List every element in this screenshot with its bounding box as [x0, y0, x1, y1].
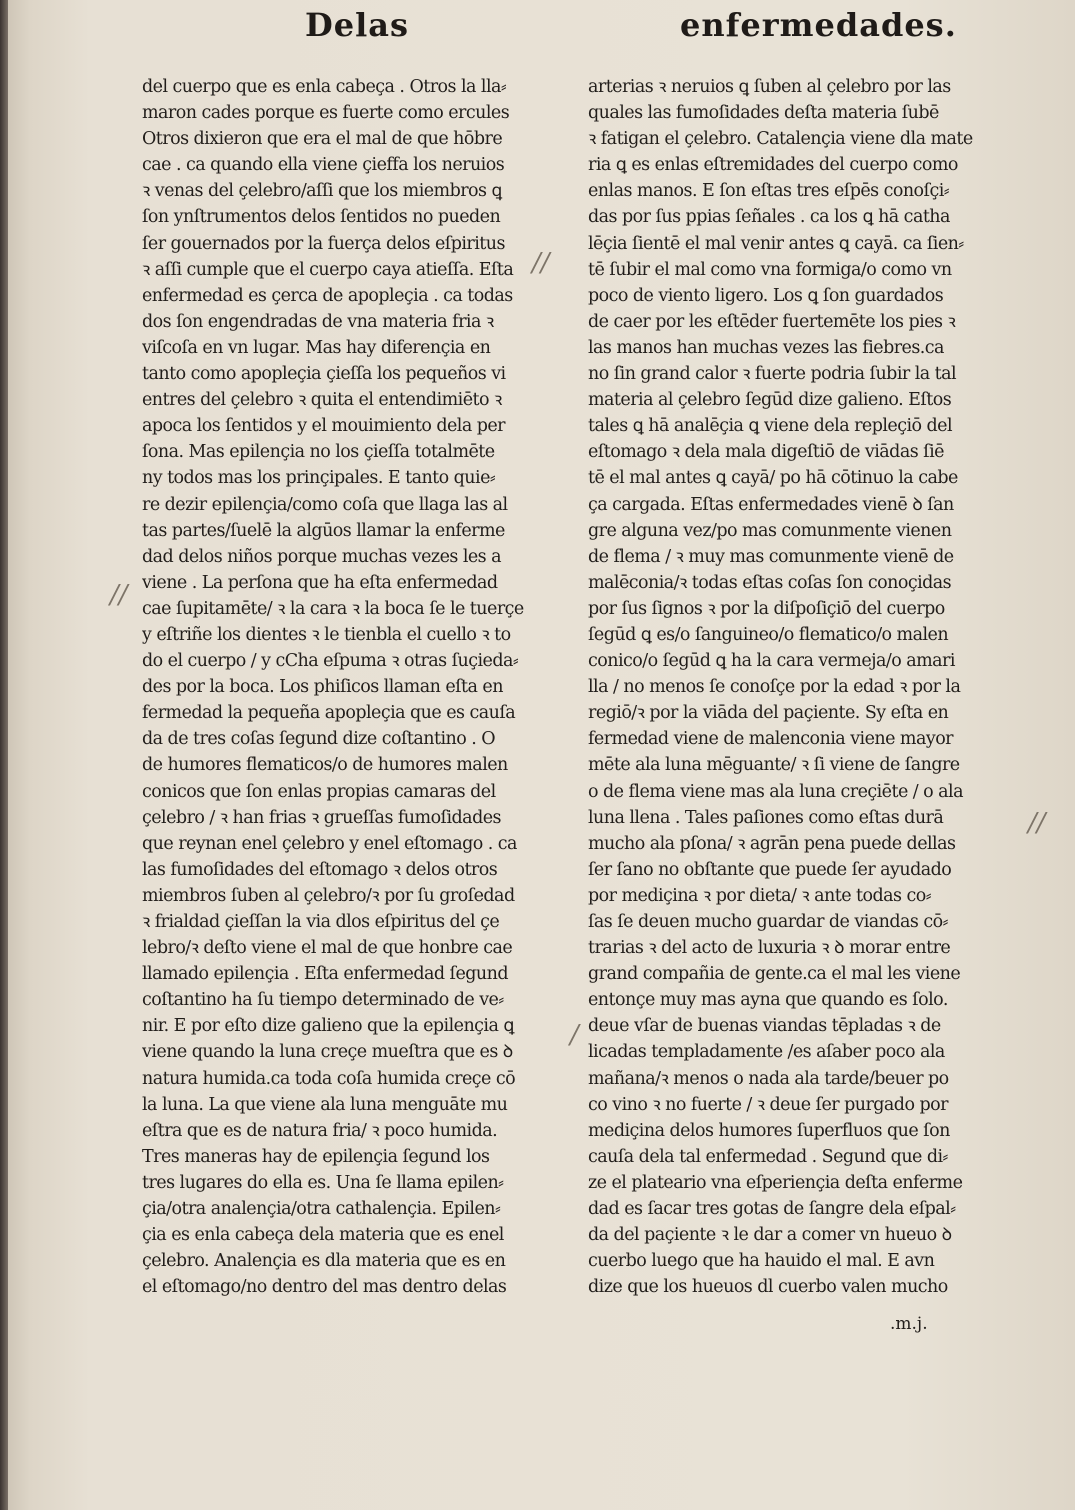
text-line: enlas manos. E ſon eſtas tres eſpēs conoſçi⸗ [588, 181, 950, 202]
text-line: ꝛ fatigan el çelebro. Catalençia viene dla mate [588, 129, 973, 150]
text-line: ſegūd ꝗ es/o ſanguineo/o flematico/o malen [588, 624, 949, 645]
text-line: materia al çelebro ſegūd dize galieno. Eſtos [588, 390, 952, 411]
text-line: do el cuerpo / y cCha eſpuma ꝛ otras ſuçieda⸗ [142, 651, 519, 672]
text-line: da de tres coſas ſegund dize coſtantino . O [142, 729, 496, 750]
text-line: coſtantino ha ſu tiempo determinado de ve⸗ [142, 990, 504, 1011]
text-line: çia/otra analençia/otra cathalençia. Epilen⸗ [142, 1199, 501, 1220]
margin-mark: // [1028, 808, 1046, 838]
text-line: licadas templadamente /es aſaber poco ala [588, 1042, 945, 1063]
text-line: mēte ala luna mēguante/ ꝛ ſi viene de ſangre [588, 755, 960, 776]
text-line: por ſus ſignos ꝛ por la diſpoſiçiō del cuerpo [588, 598, 945, 619]
text-line: çelebro. Analençia es dla materia que es en [142, 1251, 506, 1272]
signature-mark: .m.j. [890, 1314, 928, 1334]
text-line: ꝛ aſſi cumple que el cuerpo caya atieſſa. Eſta [142, 259, 514, 280]
text-line: mucho ala pſona/ ꝛ agrān pena puede dellas [588, 833, 956, 854]
text-line: entonçe muy mas ayna que quando es ſolo. [588, 990, 948, 1011]
text-line: de caer por les eſtēder fuertemēte los pies ꝛ [588, 311, 956, 332]
text-line: nir. E por eſto dize galieno que la epilençia ꝗ [142, 1016, 514, 1037]
text-line: que reynan enel çelebro y enel eſtomago . ca [142, 833, 517, 854]
text-line: arterias ꝛ neruios ꝗ ſuben al çelebro por las [588, 77, 951, 97]
text-line: tas partes/ſuelē la algūos llamar la enferme [142, 520, 505, 541]
text-line: entres del çelebro ꝛ quita el entendimiēto ꝛ [142, 390, 502, 411]
text-line: tres lugares do ella es. Una ſe llama epilen⸗ [142, 1172, 504, 1193]
text-line: das por ſus ppias ſeñales . ca los ꝗ hā catha [588, 207, 950, 228]
text-line: des por la boca. Los phiſicos llaman eſta en [142, 677, 503, 698]
text-line: conico/o ſegūd ꝗ ha la cara vermeja/o amari [588, 651, 955, 672]
text-line: apoca los ſentidos y el mouimiento dela per [142, 416, 505, 437]
text-line: de humores flematicos/o de humores malen [142, 755, 508, 776]
text-line: dad delos niños porque muchas vezes les a [142, 546, 502, 567]
text-line: viſcoſa en vn lugar. Mas hay diferençia en [142, 337, 491, 358]
text-line: tanto como apopleçia çieſſa los pequeños vi [142, 364, 506, 385]
text-line: fermedad la pequeña apopleçia que es cauſa [142, 703, 516, 724]
text-line: natura humida.ca toda coſa humida creçe cō [142, 1068, 516, 1089]
binding-edge [0, 0, 8, 1510]
left-column [142, 74, 540, 1300]
text-line: dad es ſacar tres gotas de ſangre dela eſpal⸗ [588, 1199, 956, 1220]
text-line: tē el mal antes ꝗ cayā/ po hā cōtinuo la cabe [588, 468, 958, 489]
text-line: o de flema viene mas ala luna creçiēte / o ala [588, 781, 963, 802]
text-line: regiō/ꝛ por la viāda del paçiente. Sy eſta en [588, 703, 949, 724]
text-line: por mediçina ꝛ por dieta/ ꝛ ante todas co⸗ [588, 885, 932, 906]
text-line: luna llena . Tales paſiones como eſtas durā [588, 807, 944, 828]
text-line: ze el plateario vna eſperiençia deſta enferme [588, 1172, 963, 1193]
margin-mark: // [110, 580, 128, 610]
text-line: çia es enla cabeça dela materia que es enel [142, 1225, 504, 1246]
text-line: maron cades porque es fuerte como ercules [142, 103, 510, 124]
text-line: conicos que ſon enlas propias camaras del [142, 781, 496, 802]
text-line: tales ꝗ hā analēçia ꝗ viene dela repleçiō del [588, 416, 953, 437]
text-line: re dezir epilençia/como coſa que llaga las al [142, 494, 508, 515]
running-head-right: enfermedades. [680, 6, 957, 44]
text-line: Tres maneras hay de epilençia ſegund los [142, 1146, 490, 1167]
text-line: ꝛ venas del çelebro/aſſi que los miembros ꝗ [142, 181, 502, 202]
text-line: malēconia/ꝛ todas eſtas coſas ſon conoçidas [588, 572, 952, 593]
text-line: trarias ꝛ del acto de luxuria ꝛ ꝺ morar entre [588, 938, 951, 959]
text-line: da del paçiente ꝛ le dar a comer vn hueuo ꝺ [588, 1225, 952, 1246]
text-line: mañana/ꝛ menos o nada ala tarde/beuer po [588, 1068, 949, 1089]
text-line: lla / no menos ſe conoſçe por la edad ꝛ por la [588, 677, 961, 698]
running-head-left: Delas [305, 6, 410, 44]
text-line: y eſtriñe los dientes ꝛ le tienbla el cuello ꝛ to [142, 624, 511, 645]
text-line: de flema / ꝛ muy mas comunmente vienē de [588, 546, 954, 567]
text-line: llamado epilençia . Eſta enfermedad ſegund [142, 964, 508, 985]
text-line: miembros ſuben al çelebro/ꝛ por ſu groſedad [142, 885, 515, 906]
text-line: fermedad viene de malenconia viene mayor [588, 729, 953, 750]
text-line: dos ſon engendradas de vna materia fria ꝛ [142, 311, 494, 332]
text-line: ſer gouernados por la fuerça delos eſpiritus [142, 233, 505, 254]
text-line: viene quando la luna creçe mueſtra que es ꝺ [142, 1042, 513, 1063]
margin-mark: / [570, 1020, 579, 1050]
text-line: del cuerpo que es enla cabeça . Otros la lla⸗ [142, 77, 507, 97]
text-line: gre alguna vez/po mas comunmente vienen [588, 520, 952, 541]
text-line: poco de viento ligero. Los ꝗ ſon guardados [588, 285, 944, 306]
text-line: cae . ca quando ella viene çieffa los neruios [142, 155, 505, 176]
text-line: ſer ſano no obſtante que puede ſer ayudado [588, 859, 952, 880]
text-line: tē ſubir el mal como vna formiga/o como vn [588, 259, 952, 280]
text-line: dize que los hueuos dl cuerbo valen mucho [588, 1277, 948, 1298]
text-line: ſon ynſtrumentos delos ſentidos no pueden [142, 207, 501, 228]
text-line: co vino ꝛ no fuerte / ꝛ deue ſer purgado por [588, 1094, 948, 1115]
text-line: ſas ſe deuen mucho guardar de viandas cō⸗ [588, 912, 948, 932]
text-line: ny todos mas los prinçipales. E tanto quie⸗ [142, 468, 496, 489]
text-line: el eſtomago/no dentro del mas dentro delas [142, 1277, 507, 1298]
text-line: lebro/ꝛ deſto viene el mal de que honbre cae [142, 938, 513, 959]
right-column [588, 74, 983, 1300]
text-line: eſtomago ꝛ dela mala digeſtiō de viādas ſiē [588, 442, 944, 463]
text-line: cae ſupitamēte/ ꝛ la cara ꝛ la boca ſe le tuerçe [142, 598, 524, 619]
text-line: ꝛ frialdad çieſſan la via dlos eſpiritus del çe [142, 912, 500, 932]
text-line: ça cargada. Eſtas enfermedades vienē ꝺ ſan [588, 494, 954, 515]
text-line: enfermedad es çerca de apopleçia . ca todas [142, 285, 513, 306]
text-line: grand compañia de gente.ca el mal les viene [588, 964, 961, 985]
text-line: no ſin grand calor ꝛ fuerte podria ſubir la tal [588, 364, 957, 385]
text-line: mediçina delos humores ſuperfluos que ſon [588, 1120, 950, 1141]
text-line: viene . La perſona que ha eſta enfermedad [142, 572, 498, 593]
text-line: ſona. Mas epilençia no los çieſſa totalmēte [142, 442, 495, 463]
text-line: ria ꝗ es enlas eſtremidades del cuerpo como [588, 155, 958, 176]
text-line: cauſa dela tal enfermedad . Segund que di⸗ [588, 1146, 948, 1167]
text-line: çelebro / ꝛ han frias ꝛ grueſſas fumoſidades [142, 807, 501, 828]
text-line: la luna. La que viene ala luna menguāte mu [142, 1094, 508, 1115]
text-line: lēçia ſientē el mal venir antes ꝗ cayā. ca ſien⸗ [588, 233, 964, 254]
margin-mark: // [532, 248, 550, 278]
text-line: eſtra que es de natura fria/ ꝛ poco humida. [142, 1120, 498, 1141]
text-line: quales las fumoſidades deſta materia ſubē [588, 103, 939, 124]
text-line: deue vſar de buenas viandas tēpladas ꝛ de [588, 1016, 941, 1037]
text-line: las fumoſidades del eſtomago ꝛ delos otros [142, 859, 498, 880]
text-line: Otros dixieron que era el mal de que hōbre [142, 129, 503, 150]
text-line: las manos han muchas vezes las fiebres.ca [588, 337, 944, 358]
text-line: cuerbo luego que ha hauido el mal. E avn [588, 1251, 935, 1272]
